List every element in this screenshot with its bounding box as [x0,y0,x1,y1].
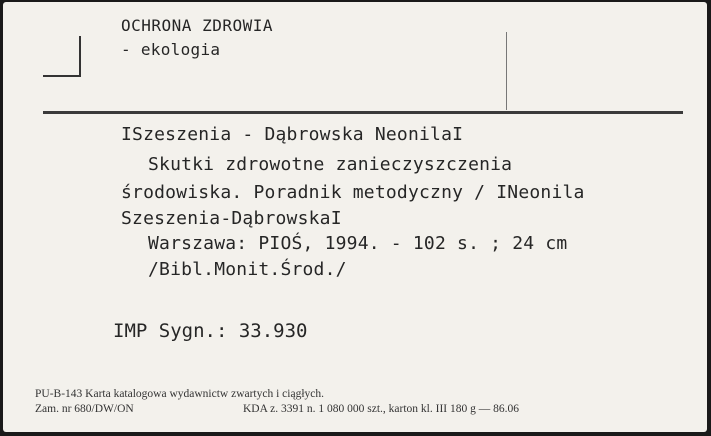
publication-line: Warszawa: PIOŚ, 1994. - 102 s. ; 24 cm [148,233,568,254]
subject-subheading: - ekologia [121,40,221,59]
author-line: ISzeszenia - Dąbrowska NeonilaI [121,124,464,145]
vertical-divider [506,32,507,110]
series-line: /Bibl.Monit.Środ./ [148,259,347,280]
footer-print-info: KDA z. 3391 n. 1 080 000 szt., karton kl. III 180 g — 86.06 [243,403,519,415]
footer-order-number: Zam. nr 680/DW/ON [35,403,134,415]
subject-heading: OCHRONA ZDROWIA [121,16,273,35]
title-line-2: środowiska. Poradnik metodyczny / INeonila [121,182,585,203]
title-line-1: Skutki zdrowotne zanieczyszczenia [148,154,513,175]
horizontal-rule [43,111,683,114]
title-line-3: Szeszenia-DąbrowskaI [121,208,342,229]
catalog-card [3,2,707,432]
corner-mark-horizontal [43,75,81,77]
call-number: IMP Sygn.: 33.930 [113,320,308,342]
corner-mark-vertical [79,36,81,76]
footer-form-line: PU-B-143 Karta katalogowa wydawnictw zwartych i ciągłych. [35,388,325,400]
